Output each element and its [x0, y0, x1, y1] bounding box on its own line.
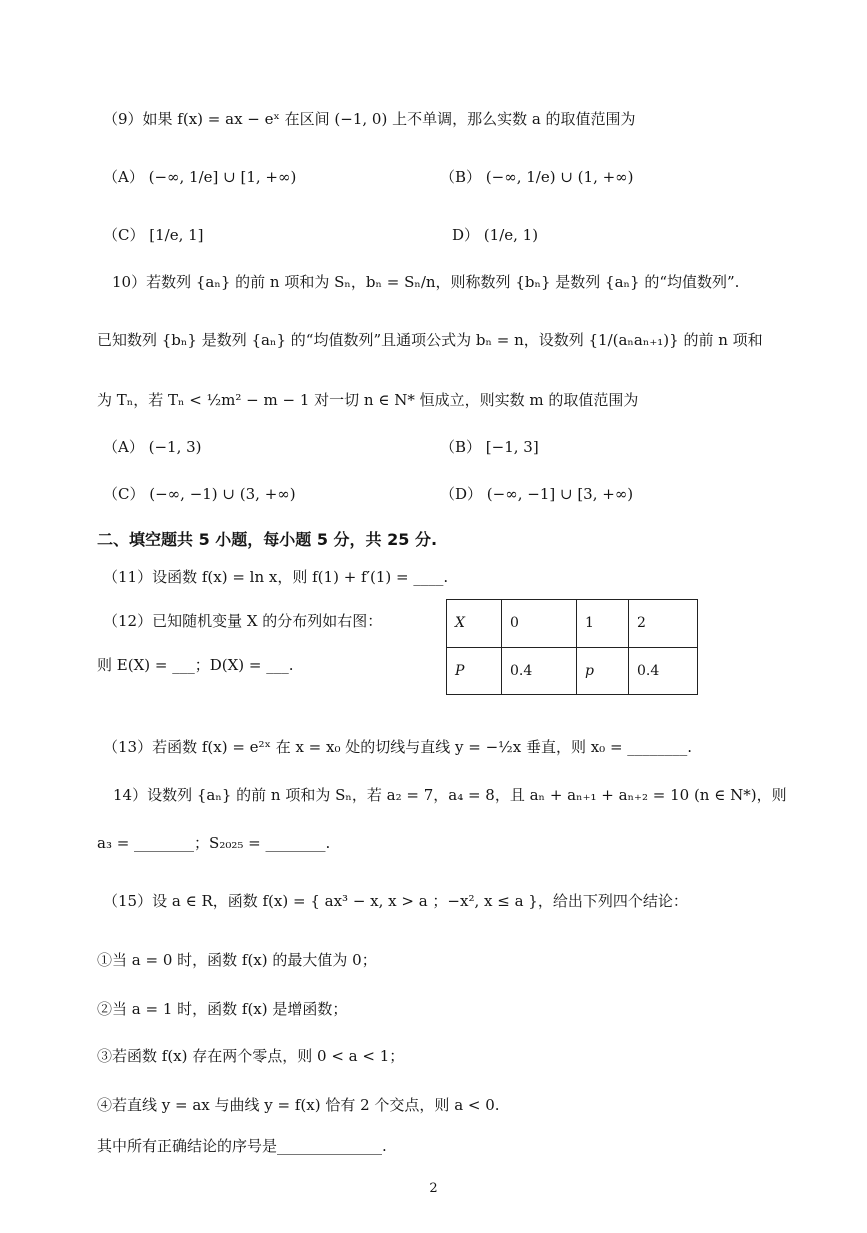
q10-option-a: （A） (−1, 3): [103, 438, 202, 456]
table-cell: 2: [629, 600, 698, 648]
table-cell: 0: [502, 600, 577, 648]
q14-line1: 14）设数列 {aₙ} 的前 n 项和为 Sₙ，若 a₂ = 7，a₄ = 8，且 aₙ + aₙ₊₁ + aₙ₊₂ = 10 (n ∈ N*)，则: [113, 786, 787, 804]
table-cell: P: [447, 647, 502, 695]
q9-option-d: D） (1/e, 1): [452, 226, 539, 244]
q10-line1: 10）若数列 {aₙ} 的前 n 项和为 Sₙ，bₙ = Sₙ/n，则称数列 {bₙ} 是数列 {aₙ} 的“均值数列”.: [112, 273, 740, 291]
q15-conclusion-4: ④若直线 y = ax 与曲线 y = f(x) 恰有 2 个交点，则 a < 0.: [97, 1096, 500, 1114]
table-row-p: [447, 647, 698, 695]
q15-ask: 其中所有正确结论的序号是______________.: [97, 1137, 387, 1155]
distribution-table: [446, 599, 698, 695]
q9-stem: （9）如果 f(x) = ax − eˣ 在区间 (−1, 0) 上不单调，那么实数 a 的取值范围为: [103, 110, 636, 128]
q10-option-d: （D） (−∞, −1] ∪ [3, +∞): [440, 485, 634, 503]
table-cell: X: [447, 600, 502, 648]
q9-option-b: （B） (−∞, 1/e) ∪ (1, +∞): [440, 168, 634, 186]
q10-line2: 已知数列 {bₙ} 是数列 {aₙ} 的“均值数列”且通项公式为 bₙ = n，设数列 {1/(aₙaₙ₊₁)} 的前 n 项和: [97, 331, 763, 349]
q12-line2: 则 E(X) = ___；D(X) = ___.: [97, 656, 294, 674]
q15-line1: （15）设 a ∈ R，函数 f(x) = { ax³ − x, x > a ；−x², x ≤ a }，给出下列四个结论：: [103, 892, 688, 910]
table-cell: 1: [577, 600, 629, 648]
q9-option-c: （C） [1/e, 1]: [103, 226, 204, 244]
page-number: 2: [429, 1181, 438, 1196]
q10-option-c: （C） (−∞, −1) ∪ (3, +∞): [103, 485, 296, 503]
q13-text: （13）若函数 f(x) = e²ˣ 在 x = x₀ 处的切线与直线 y = −½x 垂直，则 x₀ = ________.: [103, 738, 693, 756]
q10-option-b: （B） [−1, 3]: [440, 438, 539, 456]
table-cell: p: [577, 647, 629, 695]
q11-text: （11）设函数 f(x) = ln x，则 f(1) + f′(1) = ____.: [103, 568, 449, 586]
q9-option-a: （A） (−∞, 1/e] ∪ [1, +∞): [103, 168, 297, 186]
table-cell: 0.4: [629, 647, 698, 695]
section2-title: 二、填空题共 5 小题，每小题 5 分，共 25 分.: [97, 530, 438, 549]
q12-line1: （12）已知随机变量 X 的分布列如右图：: [103, 612, 383, 630]
table-cell: 0.4: [502, 647, 577, 695]
q10-line3: 为 Tₙ，若 Tₙ < ½m² − m − 1 对一切 n ∈ N* 恒成立，则实数 m 的取值范围为: [97, 391, 639, 409]
table-row-x: [447, 600, 698, 648]
q15-conclusion-1: ①当 a = 0 时，函数 f(x) 的最大值为 0；: [97, 951, 377, 969]
q15-conclusion-2: ②当 a = 1 时，函数 f(x) 是增函数；: [97, 1000, 348, 1018]
q14-line2: a₃ = ________；S₂₀₂₅ = ________.: [97, 834, 331, 852]
q15-conclusion-3: ③若函数 f(x) 存在两个零点，则 0 < a < 1；: [97, 1047, 405, 1065]
